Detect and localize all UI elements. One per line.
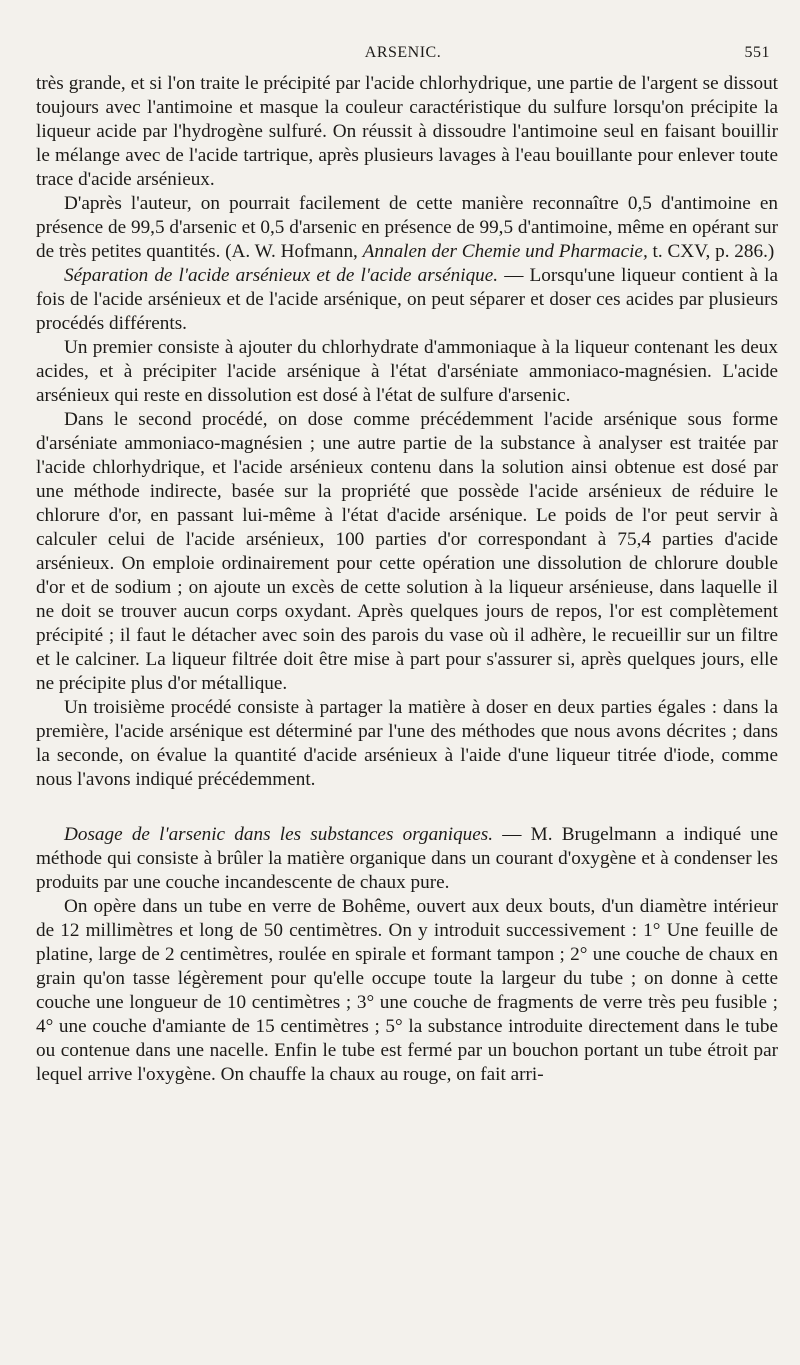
paragraph-dosage: [36, 823, 778, 895]
page-header: [36, 44, 770, 70]
paragraph-text: — Lorsqu'une liqueur contient à la fois de l'acide arsénieux et de l'acide arsénique, on peut séparer et doser ces acides par plusieurs procédés différents.: [36, 265, 779, 334]
section-title-dosage: Dosage de l'arsenic dans les substances organiques.: [64, 824, 494, 845]
citation-journal: Annalen der Chemie und Pharmacie,: [362, 241, 648, 262]
paragraph-continuation: très grande, et si l'on traite le précipité par l'acide chlorhydrique, une partie de l'argent se dissout toujours avec l'antimoine et masque la couleur caractéristique du sulfure lorsqu'on précipite la liqueur acide par l'hydrogène sulfuré. On réussit à dissoudre l'antimoine seul en faisant bouillir le mélange avec de l'acide tartrique, après plusieurs lavages à l'eau bouillante pour enlever toute trace d'acide arsénieux.: [36, 73, 778, 190]
paragraph-text: — M. Brugelmann a indiqué une méthode qui consiste à brûler la matière organique dans un courant d'oxygène et à condenser les produits par une couche incandescente de chaux pure.: [36, 824, 779, 893]
page-number: 551: [744, 44, 770, 61]
section-title-separation: Séparation de l'acide arsénieux et de l'acide arsénique.: [64, 265, 499, 286]
paragraph-first-method: Un premier consiste à ajouter du chlorhydrate d'ammoniaque à la liqueur contenant les deux acides, et à précipiter l'acide arsénique à l'état d'arséniate ammoniaco-magnésien. L'acide arsénieux qui reste en dissolution est dosé à l'état de sulfure d'arsenic.: [36, 337, 778, 406]
paragraph-third-method: Un troisième procédé consiste à partager la matière à doser en deux parties égales : dans la première, l'acide arsénique est déterminé par l'une des méthodes que nous avons décrites ; dans la seconde, on évalue la quantité d'acide arsénieux à l'aide d'une liqueur titrée d'iode, comme nous l'avons indiqué précédemment.: [36, 697, 778, 790]
running-title: ARSENIC.: [364, 44, 442, 61]
paragraph-procedure: On opère dans un tube en verre de Bohême, ouvert aux deux bouts, d'un diamètre intérieur de 12 millimètres et long de 50 centimètres. On y introduit successivement : 1° Une feuille de platine, large de 2 centimètres, roulée en spirale et formant tampon ; 2° une couche de chaux en grain qu'on tasse légèrement pour qu'elle occupe toute la largeur du tube ; on donne à cette couche une longueur de 10 centimètres ; 3° une couche de fragments de verre très peu fusible ; 4° une couche d'amiante de 15 centimètres ; 5° la substance introduite directement dans le tube ou contenue dans une nacelle. Enfin le tube est fermé par un bouchon portant un tube étroit par lequel arrive l'oxygène. On chauffe la chaux au rouge, on fait arri-: [36, 896, 778, 1085]
citation-tail: t. CXV, p. 286.): [652, 241, 775, 262]
paragraph-separation: [36, 264, 778, 336]
paragraph-hofmann: [36, 192, 778, 264]
body-text: [36, 72, 778, 1087]
paragraph-second-method: Dans le second procédé, on dose comme précédemment l'acide arsénique sous forme d'arséniate ammoniaco-magnésien ; une autre partie de la substance à analyser est traitée par l'acide chlorhydrique, et l'acide arsénieux contenu dans la solution ainsi obtenue est dosé par une méthode indirecte, basée sur la propriété que possède l'acide arsénieux de réduire le chlorure d'or, en passant lui-même à l'état d'acide arsénique. Le poids de l'or peut servir à calculer celui de l'acide arsénieux, 100 parties d'or correspondant à 75,4 parties d'acide arsénieux. On emploie ordinairement pour cette opération une dissolution de chlorure double d'or et de sodium ; on ajoute un excès de cette solution à la liqueur arsénieuse, dans laquelle il ne doit se trouver aucun corps oxydant. Après quelques jours de repos, l'or est complètement précipité ; il faut le détacher avec soin des parois du vase où il adhère, le recueillir sur un filtre et le calciner. La liqueur filtrée doit être mise à part pour s'assurer si, après quelques jours, elle ne précipite plus d'or métallique.: [36, 409, 778, 694]
paragraph-text: D'après l'auteur, on pourrait facilement de cette manière reconnaître 0,5 d'antimoine en présence de 99,5 d'arsenic et 0,5 d'arsenic en présence de 99,5 d'antimoine, même en opérant sur de très petites quantités. (A. W. Hofmann,: [36, 193, 778, 262]
